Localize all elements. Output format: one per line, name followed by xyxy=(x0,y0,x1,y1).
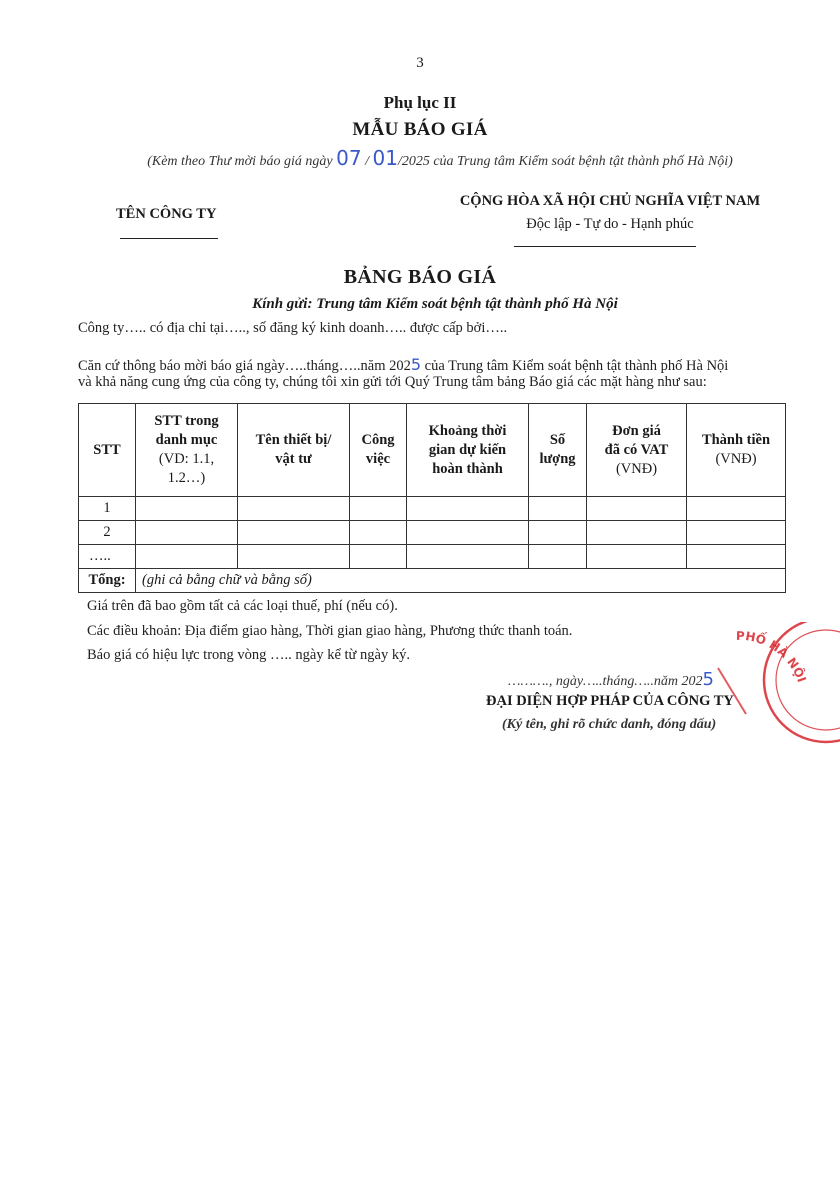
header-item-name xyxy=(238,404,350,497)
table-cell xyxy=(687,545,786,569)
header-work-line2: việc xyxy=(365,451,391,467)
table-header-row xyxy=(79,404,786,497)
table-cell xyxy=(407,545,529,569)
signature-date xyxy=(508,669,714,690)
table-cell xyxy=(407,521,529,545)
signature-instruction: (Ký tên, ghi rõ chức danh, đóng dấu) xyxy=(502,717,717,732)
table-cell xyxy=(350,545,407,569)
note-validity: Báo giá có hiệu lực trong vòng ….. ngày kể từ ngày ký. xyxy=(87,647,410,663)
header-stt: STT xyxy=(79,404,136,497)
company-name: TÊN CÔNG TY xyxy=(116,206,217,222)
company-name-underline xyxy=(120,238,218,239)
header-time-line1: Khoảng thời xyxy=(428,422,507,439)
red-seal-stamp xyxy=(706,622,840,752)
basis-line-1-prefix: Căn cứ thông báo mời báo giá ngày…..tháng…..năm 202 xyxy=(78,358,411,374)
header-price-line2: đã có VAT xyxy=(604,441,669,458)
header-price-line3: (VNĐ) xyxy=(615,460,658,477)
basis-line-1-suffix: của Trung tâm Kiểm soát bệnh tật thành phố Hà Nội xyxy=(421,358,729,374)
header-quantity xyxy=(529,404,587,497)
table-cell xyxy=(529,521,587,545)
table-cell xyxy=(687,497,786,521)
note-taxes: Giá trên đã bao gồm tất cả các loại thuế, phí (nếu có). xyxy=(87,598,398,614)
table-total-row xyxy=(79,569,786,593)
total-note: (ghi cả bằng chữ và bằng số) xyxy=(136,569,786,593)
row-stt: 2 xyxy=(79,521,136,545)
signature-date-prefix: ………., ngày…..tháng…..năm 202 xyxy=(508,674,703,689)
table-cell xyxy=(238,521,350,545)
table-cell xyxy=(350,497,407,521)
table-cell xyxy=(136,545,238,569)
form-title: MẪU BÁO GIÁ xyxy=(352,119,488,140)
header-item-line1: Tên thiết bị/ xyxy=(255,432,332,448)
company-info-line: Công ty….. có địa chỉ tại….., số đăng ký kinh doanh….. được cấp bởi….. xyxy=(78,320,508,336)
header-stt-catalog-line2: danh mục xyxy=(155,432,218,448)
total-label: Tổng: xyxy=(79,569,136,593)
header-unit-price xyxy=(587,404,687,497)
note-terms: Các điều khoản: Địa điểm giao hàng, Thời gian giao hàng, Phương thức thanh toán. xyxy=(87,623,573,639)
header-amount xyxy=(687,404,786,497)
national-motto: Độc lập - Tự do - Hạnh phúc xyxy=(526,216,694,232)
row-stt: ….. xyxy=(79,545,136,569)
basis-line-2: và khả năng cung ứng của công ty, chúng tôi xin gửi tới Quý Trung tâm bảng Báo giá các mặt hàng như sau: xyxy=(78,374,707,390)
seal-signature-stroke xyxy=(718,668,746,714)
header-amount-line2: (VNĐ) xyxy=(715,451,757,467)
header-stt-catalog-line3: (VD: 1.1, xyxy=(158,451,215,467)
table-cell xyxy=(136,521,238,545)
table-cell xyxy=(587,545,687,569)
quotation-table xyxy=(78,403,786,593)
header-price-line1: Đơn giá xyxy=(612,422,661,439)
row-stt: 1 xyxy=(79,497,136,521)
header-qty-line2: lượng xyxy=(539,451,576,467)
table-row xyxy=(79,545,786,569)
table-cell xyxy=(529,497,587,521)
national-title: CỘNG HÒA XÃ HỘI CHỦ NGHĨA VIỆT NAM xyxy=(459,193,761,209)
header-qty-line1: Số xyxy=(549,432,566,448)
header-amount-line1: Thành tiền xyxy=(701,432,771,448)
handwritten-year-digit-signature: 5 xyxy=(702,669,714,690)
header-stt-catalog-line4: 1.2…) xyxy=(167,470,206,486)
recipient-line: Kính gửi: Trung tâm Kiểm soát bệnh tật thành phố Hà Nội xyxy=(252,296,618,312)
attachment-note-suffix: /2025 của Trung tâm Kiểm soát bệnh tật thành phố Hà Nội) xyxy=(397,154,733,169)
seal-inner-ring xyxy=(776,630,840,730)
page-number: 3 xyxy=(416,55,424,71)
handwritten-day: 07 xyxy=(336,146,362,170)
motto-underline xyxy=(514,246,696,247)
table-cell xyxy=(238,545,350,569)
attachment-note xyxy=(0,146,840,170)
handwritten-month: 01 xyxy=(372,146,398,170)
header-time-line2: gian dự kiến xyxy=(428,441,507,458)
table-cell xyxy=(136,497,238,521)
table-cell xyxy=(238,497,350,521)
attachment-note-separator: / xyxy=(361,154,373,169)
basis-line-1 xyxy=(78,355,728,375)
legal-representative-title: ĐẠI DIỆN HỢP PHÁP CỦA CÔNG TY xyxy=(486,693,734,709)
handwritten-year-digit: 5 xyxy=(410,355,422,374)
header-stt-catalog xyxy=(136,404,238,497)
header-time-line3: hoàn thành xyxy=(432,460,503,477)
table-row xyxy=(79,521,786,545)
header-stt-catalog-line1: STT trong xyxy=(154,413,219,429)
header-completion-time xyxy=(407,404,529,497)
table-cell xyxy=(350,521,407,545)
header-work xyxy=(350,404,407,497)
attachment-note-prefix: (Kèm theo Thư mời báo giá ngày xyxy=(147,154,337,169)
table-row xyxy=(79,497,786,521)
table-cell xyxy=(587,497,687,521)
seal-text: PHỐ HÀ NỘI xyxy=(735,628,809,685)
header-item-line2: vật tư xyxy=(275,451,312,467)
table-cell xyxy=(529,545,587,569)
document-title: BẢNG BÁO GIÁ xyxy=(343,266,497,288)
appendix-title: Phụ lục II xyxy=(383,93,457,112)
table-cell xyxy=(587,521,687,545)
table-cell xyxy=(407,497,529,521)
table-cell xyxy=(687,521,786,545)
header-work-line1: Công xyxy=(361,432,395,448)
